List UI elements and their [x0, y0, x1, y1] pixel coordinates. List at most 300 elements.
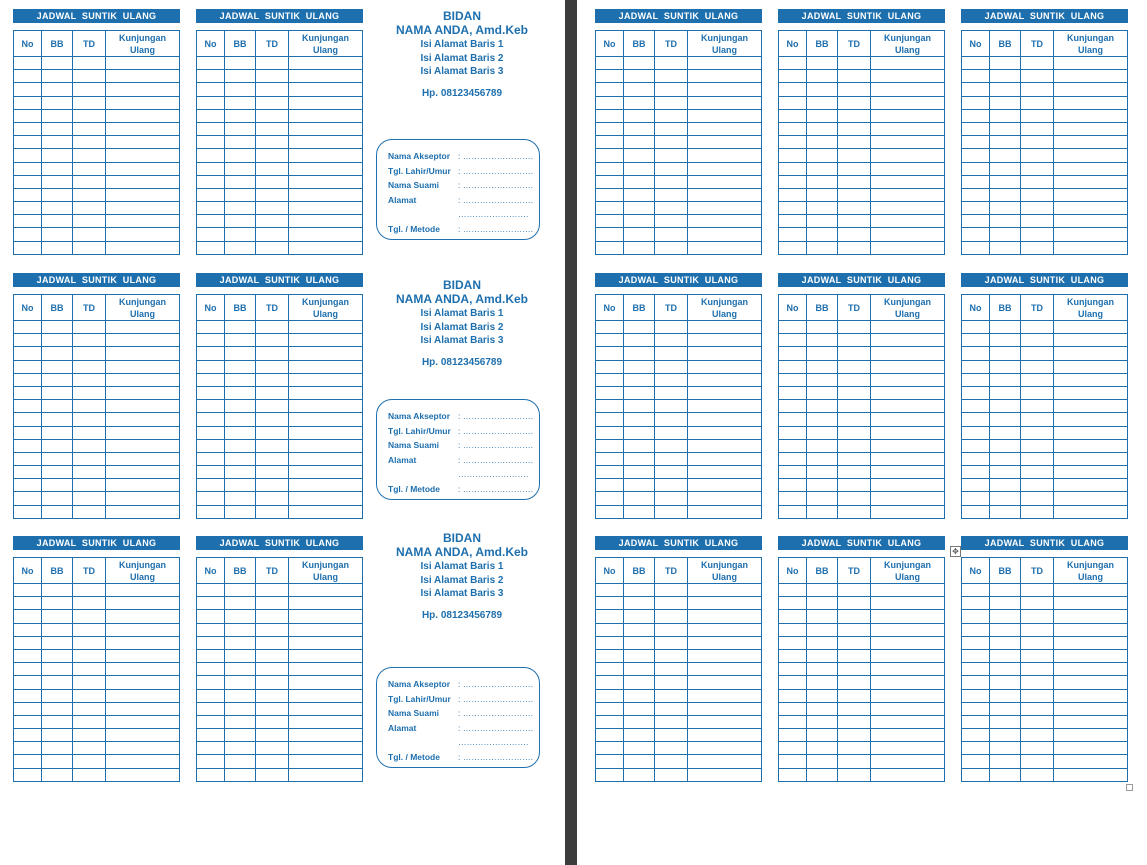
table-cell[interactable]	[807, 149, 838, 162]
table-cell[interactable]	[197, 228, 225, 241]
form-value[interactable]: : …………………….	[458, 180, 534, 190]
table-cell[interactable]	[688, 400, 762, 413]
table-cell[interactable]	[14, 109, 42, 122]
table-cell[interactable]	[289, 663, 363, 676]
table-cell[interactable]	[624, 202, 655, 215]
table-cell[interactable]	[1021, 386, 1054, 399]
table-cell[interactable]	[1021, 466, 1054, 479]
table-cell[interactable]	[688, 188, 762, 201]
table-cell[interactable]	[256, 57, 289, 70]
table-cell[interactable]	[596, 373, 624, 386]
table-cell[interactable]	[871, 241, 945, 254]
table-cell[interactable]	[779, 715, 807, 728]
table-cell[interactable]	[256, 175, 289, 188]
table-cell[interactable]	[42, 742, 73, 755]
table-cell[interactable]	[838, 742, 871, 755]
table-cell[interactable]	[256, 466, 289, 479]
table-cell[interactable]	[655, 505, 688, 518]
table-cell[interactable]	[807, 689, 838, 702]
table-cell[interactable]	[779, 742, 807, 755]
table-cell[interactable]	[962, 479, 990, 492]
table-cell[interactable]	[624, 70, 655, 83]
table-cell[interactable]	[688, 215, 762, 228]
table-cell[interactable]	[14, 492, 42, 505]
table-cell[interactable]	[596, 347, 624, 360]
table-cell[interactable]	[256, 439, 289, 452]
table-cell[interactable]	[14, 413, 42, 426]
table-cell[interactable]	[225, 492, 256, 505]
table-cell[interactable]	[14, 610, 42, 623]
table-cell[interactable]	[655, 162, 688, 175]
table-cell[interactable]	[1021, 360, 1054, 373]
table-cell[interactable]	[596, 360, 624, 373]
table-cell[interactable]	[838, 215, 871, 228]
table-cell[interactable]	[655, 649, 688, 662]
table-cell[interactable]	[42, 505, 73, 518]
table-cell[interactable]	[779, 83, 807, 96]
table-cell[interactable]	[256, 492, 289, 505]
form-row[interactable]	[388, 750, 539, 765]
table-cell[interactable]	[225, 505, 256, 518]
table-cell[interactable]	[197, 426, 225, 439]
table-cell[interactable]	[1054, 228, 1128, 241]
table-cell[interactable]	[42, 96, 73, 109]
form-value[interactable]: : …………………….	[458, 751, 534, 762]
table-cell[interactable]	[73, 70, 106, 83]
table-cell[interactable]	[42, 334, 73, 347]
table-cell[interactable]	[14, 122, 42, 135]
table-cell[interactable]	[807, 321, 838, 334]
table-cell[interactable]	[42, 663, 73, 676]
form-row[interactable]	[388, 677, 539, 692]
table-cell[interactable]	[256, 505, 289, 518]
table-cell[interactable]	[42, 400, 73, 413]
table-cell[interactable]	[225, 715, 256, 728]
table-cell[interactable]	[871, 360, 945, 373]
table-cell[interactable]	[962, 768, 990, 781]
table-cell[interactable]	[73, 479, 106, 492]
table-cell[interactable]	[14, 360, 42, 373]
table-cell[interactable]	[596, 768, 624, 781]
table-cell[interactable]	[197, 202, 225, 215]
table-cell[interactable]	[624, 426, 655, 439]
table-cell[interactable]	[73, 109, 106, 122]
table-cell[interactable]	[225, 466, 256, 479]
table-cell[interactable]	[990, 689, 1021, 702]
table-cell[interactable]	[73, 426, 106, 439]
table-cell[interactable]	[688, 175, 762, 188]
table-cell[interactable]	[106, 96, 180, 109]
table-cell[interactable]	[596, 149, 624, 162]
table-cell[interactable]	[596, 466, 624, 479]
table-cell[interactable]	[197, 321, 225, 334]
table-cell[interactable]	[289, 96, 363, 109]
table-cell[interactable]	[14, 70, 42, 83]
table-cell[interactable]	[655, 742, 688, 755]
table-cell[interactable]	[962, 466, 990, 479]
table-cell[interactable]	[289, 347, 363, 360]
table-cell[interactable]	[779, 241, 807, 254]
table-cell[interactable]	[42, 188, 73, 201]
table-cell[interactable]	[962, 70, 990, 83]
table-cell[interactable]	[225, 426, 256, 439]
table-cell[interactable]	[1054, 57, 1128, 70]
table-cell[interactable]	[1021, 676, 1054, 689]
table-cell[interactable]	[871, 149, 945, 162]
table-cell[interactable]	[1054, 663, 1128, 676]
table-cell[interactable]	[106, 347, 180, 360]
form-row[interactable]	[388, 721, 539, 736]
table-cell[interactable]	[779, 347, 807, 360]
table-cell[interactable]	[197, 241, 225, 254]
table-cell[interactable]	[807, 109, 838, 122]
table-cell[interactable]	[838, 413, 871, 426]
table-cell[interactable]	[197, 729, 225, 742]
table-cell[interactable]	[990, 70, 1021, 83]
table-cell[interactable]	[1054, 334, 1128, 347]
table-cell[interactable]	[1054, 479, 1128, 492]
table-cell[interactable]	[225, 373, 256, 386]
form-value[interactable]: : …………………….	[458, 411, 534, 421]
table-cell[interactable]	[256, 162, 289, 175]
table-cell[interactable]	[1021, 334, 1054, 347]
table-cell[interactable]	[225, 768, 256, 781]
table-cell[interactable]	[106, 636, 180, 649]
table-cell[interactable]	[990, 136, 1021, 149]
table-cell[interactable]	[807, 57, 838, 70]
table-cell[interactable]	[289, 768, 363, 781]
table-cell[interactable]	[14, 321, 42, 334]
table-cell[interactable]	[1054, 96, 1128, 109]
table-cell[interactable]	[225, 742, 256, 755]
table-cell[interactable]	[871, 386, 945, 399]
table-cell[interactable]	[1054, 70, 1128, 83]
table-cell[interactable]	[256, 768, 289, 781]
table-cell[interactable]	[596, 136, 624, 149]
table-cell[interactable]	[225, 702, 256, 715]
table-cell[interactable]	[655, 663, 688, 676]
table-cell[interactable]	[42, 70, 73, 83]
table-cell[interactable]	[779, 109, 807, 122]
table-cell[interactable]	[106, 70, 180, 83]
table-cell[interactable]	[655, 452, 688, 465]
table-cell[interactable]	[596, 755, 624, 768]
table-cell[interactable]	[688, 649, 762, 662]
table-cell[interactable]	[1054, 649, 1128, 662]
table-cell[interactable]	[688, 597, 762, 610]
table-cell[interactable]	[688, 241, 762, 254]
table-cell[interactable]	[225, 663, 256, 676]
table-cell[interactable]	[688, 321, 762, 334]
table-cell[interactable]	[838, 109, 871, 122]
table-cell[interactable]	[990, 466, 1021, 479]
table-cell[interactable]	[624, 663, 655, 676]
table-cell[interactable]	[73, 466, 106, 479]
table-cell[interactable]	[73, 755, 106, 768]
table-cell[interactable]	[688, 162, 762, 175]
table-cell[interactable]	[990, 610, 1021, 623]
table-cell[interactable]	[106, 768, 180, 781]
table-cell[interactable]	[688, 439, 762, 452]
table-cell[interactable]	[1054, 597, 1128, 610]
form-row[interactable]	[388, 467, 539, 482]
table-cell[interactable]	[871, 636, 945, 649]
table-cell[interactable]	[596, 492, 624, 505]
table-cell[interactable]	[688, 505, 762, 518]
table-cell[interactable]	[990, 162, 1021, 175]
table-cell[interactable]	[1054, 676, 1128, 689]
table-cell[interactable]	[807, 122, 838, 135]
table-cell[interactable]	[42, 755, 73, 768]
table-cell[interactable]	[779, 122, 807, 135]
table-cell[interactable]	[962, 729, 990, 742]
table-cell[interactable]	[779, 202, 807, 215]
table-cell[interactable]	[1054, 109, 1128, 122]
form-row[interactable]	[388, 424, 539, 439]
table-cell[interactable]	[106, 400, 180, 413]
table-cell[interactable]	[990, 584, 1021, 597]
table-cell[interactable]	[14, 215, 42, 228]
table-cell[interactable]	[73, 729, 106, 742]
table-cell[interactable]	[779, 610, 807, 623]
table-cell[interactable]	[779, 334, 807, 347]
table-cell[interactable]	[838, 452, 871, 465]
table-cell[interactable]	[73, 228, 106, 241]
table-cell[interactable]	[596, 676, 624, 689]
table-cell[interactable]	[624, 466, 655, 479]
table-cell[interactable]	[838, 321, 871, 334]
table-cell[interactable]	[962, 228, 990, 241]
table-cell[interactable]	[962, 57, 990, 70]
table-cell[interactable]	[225, 122, 256, 135]
table-cell[interactable]	[596, 610, 624, 623]
table-cell[interactable]	[624, 347, 655, 360]
table-cell[interactable]	[596, 413, 624, 426]
table-cell[interactable]	[256, 149, 289, 162]
table-cell[interactable]	[73, 386, 106, 399]
table-cell[interactable]	[807, 663, 838, 676]
table-cell[interactable]	[256, 702, 289, 715]
table-cell[interactable]	[655, 149, 688, 162]
table-cell[interactable]	[871, 188, 945, 201]
table-cell[interactable]	[688, 623, 762, 636]
table-cell[interactable]	[990, 321, 1021, 334]
table-cell[interactable]	[807, 96, 838, 109]
table-cell[interactable]	[779, 584, 807, 597]
table-cell[interactable]	[14, 729, 42, 742]
table-cell[interactable]	[596, 175, 624, 188]
table-cell[interactable]	[256, 689, 289, 702]
table-cell[interactable]	[289, 479, 363, 492]
table-cell[interactable]	[42, 676, 73, 689]
table-cell[interactable]	[73, 742, 106, 755]
table-cell[interactable]	[688, 228, 762, 241]
table-cell[interactable]	[14, 768, 42, 781]
table-cell[interactable]	[42, 57, 73, 70]
table-cell[interactable]	[596, 715, 624, 728]
table-cell[interactable]	[990, 702, 1021, 715]
table-cell[interactable]	[596, 109, 624, 122]
table-cell[interactable]	[1021, 715, 1054, 728]
form-value[interactable]: : …………………….	[458, 722, 534, 733]
table-cell[interactable]	[289, 505, 363, 518]
table-cell[interactable]	[73, 623, 106, 636]
table-cell[interactable]	[962, 202, 990, 215]
form-row[interactable]	[388, 409, 539, 424]
table-cell[interactable]	[990, 597, 1021, 610]
table-cell[interactable]	[871, 623, 945, 636]
table-cell[interactable]	[1054, 373, 1128, 386]
form-value[interactable]: : …………………….	[458, 708, 534, 718]
table-cell[interactable]	[807, 479, 838, 492]
table-cell[interactable]	[106, 466, 180, 479]
table-cell[interactable]	[990, 492, 1021, 505]
table-cell[interactable]	[838, 360, 871, 373]
table-cell[interactable]	[197, 373, 225, 386]
table-cell[interactable]	[1054, 768, 1128, 781]
table-cell[interactable]	[197, 715, 225, 728]
table-cell[interactable]	[73, 702, 106, 715]
table-cell[interactable]	[42, 768, 73, 781]
table-cell[interactable]	[197, 702, 225, 715]
table-cell[interactable]	[688, 676, 762, 689]
table-cell[interactable]	[779, 228, 807, 241]
table-cell[interactable]	[838, 83, 871, 96]
table-cell[interactable]	[624, 228, 655, 241]
table-cell[interactable]	[807, 492, 838, 505]
table-cell[interactable]	[962, 373, 990, 386]
table-cell[interactable]	[256, 373, 289, 386]
table-cell[interactable]	[106, 729, 180, 742]
table-cell[interactable]	[256, 649, 289, 662]
table-cell[interactable]	[838, 689, 871, 702]
table-cell[interactable]	[42, 479, 73, 492]
table-cell[interactable]	[1054, 321, 1128, 334]
table-cell[interactable]	[14, 386, 42, 399]
table-cell[interactable]	[807, 755, 838, 768]
table-cell[interactable]	[596, 400, 624, 413]
table-cell[interactable]	[779, 413, 807, 426]
table-cell[interactable]	[990, 360, 1021, 373]
table-cell[interactable]	[106, 360, 180, 373]
table-cell[interactable]	[106, 649, 180, 662]
table-cell[interactable]	[1021, 755, 1054, 768]
table-cell[interactable]	[779, 215, 807, 228]
table-cell[interactable]	[42, 215, 73, 228]
table-cell[interactable]	[871, 663, 945, 676]
table-cell[interactable]	[838, 202, 871, 215]
table-cell[interactable]	[225, 623, 256, 636]
table-cell[interactable]	[596, 96, 624, 109]
form-value[interactable]: …………………….	[458, 737, 529, 747]
table-cell[interactable]	[624, 400, 655, 413]
table-cell[interactable]	[779, 188, 807, 201]
table-cell[interactable]	[289, 413, 363, 426]
form-row[interactable]	[388, 735, 539, 750]
table-cell[interactable]	[962, 597, 990, 610]
table-cell[interactable]	[73, 149, 106, 162]
table-cell[interactable]	[655, 492, 688, 505]
table-cell[interactable]	[256, 663, 289, 676]
table-cell[interactable]	[807, 623, 838, 636]
table-cell[interactable]	[73, 768, 106, 781]
table-cell[interactable]	[1021, 57, 1054, 70]
table-cell[interactable]	[990, 215, 1021, 228]
table-cell[interactable]	[962, 702, 990, 715]
table-cell[interactable]	[688, 426, 762, 439]
table-cell[interactable]	[73, 400, 106, 413]
table-cell[interactable]	[688, 96, 762, 109]
table-cell[interactable]	[871, 729, 945, 742]
table-cell[interactable]	[624, 413, 655, 426]
table-cell[interactable]	[1021, 83, 1054, 96]
table-cell[interactable]	[990, 334, 1021, 347]
table-cell[interactable]	[807, 70, 838, 83]
table-cell[interactable]	[289, 122, 363, 135]
table-cell[interactable]	[990, 755, 1021, 768]
table-cell[interactable]	[962, 439, 990, 452]
table-cell[interactable]	[1021, 228, 1054, 241]
table-cell[interactable]	[779, 400, 807, 413]
table-cell[interactable]	[807, 636, 838, 649]
table-cell[interactable]	[962, 584, 990, 597]
table-cell[interactable]	[838, 347, 871, 360]
table-cell[interactable]	[106, 334, 180, 347]
table-cell[interactable]	[990, 439, 1021, 452]
table-cell[interactable]	[779, 676, 807, 689]
table-cell[interactable]	[655, 241, 688, 254]
table-cell[interactable]	[73, 57, 106, 70]
table-cell[interactable]	[1021, 492, 1054, 505]
form-row[interactable]	[388, 164, 539, 179]
table-cell[interactable]	[962, 321, 990, 334]
table-cell[interactable]	[256, 70, 289, 83]
table-cell[interactable]	[197, 215, 225, 228]
table-cell[interactable]	[807, 347, 838, 360]
table-cell[interactable]	[596, 505, 624, 518]
table-cell[interactable]	[688, 729, 762, 742]
table-cell[interactable]	[256, 715, 289, 728]
table-cell[interactable]	[990, 122, 1021, 135]
table-cell[interactable]	[871, 466, 945, 479]
table-cell[interactable]	[73, 452, 106, 465]
table-cell[interactable]	[225, 70, 256, 83]
table-cell[interactable]	[596, 426, 624, 439]
table-cell[interactable]	[14, 584, 42, 597]
table-cell[interactable]	[256, 96, 289, 109]
table-cell[interactable]	[106, 426, 180, 439]
table-cell[interactable]	[871, 400, 945, 413]
table-cell[interactable]	[42, 729, 73, 742]
table-cell[interactable]	[225, 755, 256, 768]
table-cell[interactable]	[225, 597, 256, 610]
table-cell[interactable]	[1021, 742, 1054, 755]
table-cell[interactable]	[1054, 162, 1128, 175]
table-cell[interactable]	[73, 334, 106, 347]
table-cell[interactable]	[197, 400, 225, 413]
table-cell[interactable]	[73, 241, 106, 254]
table-cell[interactable]	[289, 57, 363, 70]
table-cell[interactable]	[1054, 360, 1128, 373]
table-cell[interactable]	[197, 413, 225, 426]
table-cell[interactable]	[655, 702, 688, 715]
table-cell[interactable]	[655, 347, 688, 360]
table-cell[interactable]	[1021, 347, 1054, 360]
table-cell[interactable]	[990, 241, 1021, 254]
table-cell[interactable]	[1054, 215, 1128, 228]
table-cell[interactable]	[73, 122, 106, 135]
table-cell[interactable]	[807, 676, 838, 689]
